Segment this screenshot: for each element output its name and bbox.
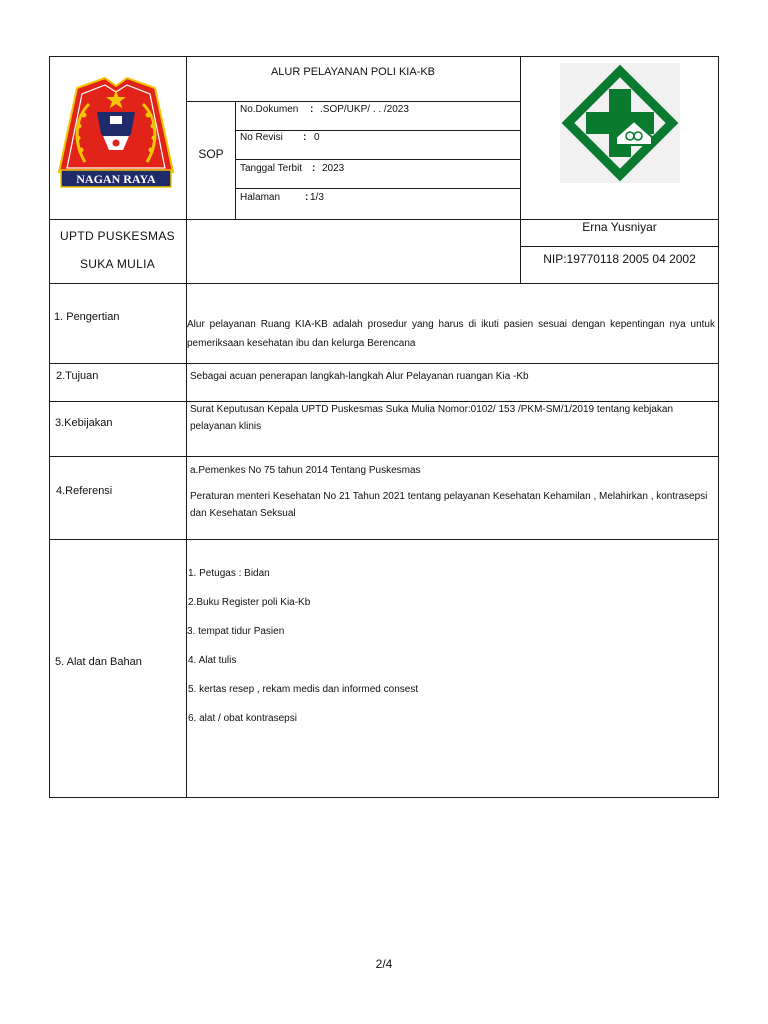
- field-label-tanggal-terbit: Tanggal Terbit: [240, 163, 303, 174]
- org-name-line2: SUKA MULIA: [79, 257, 156, 271]
- org-name-line1: UPTD PUSKESMAS: [60, 229, 175, 243]
- field-label-halaman: Halaman: [240, 192, 281, 203]
- logo-caption: NAGAN RAYA: [76, 172, 156, 186]
- section-label-referensi: 4.Referensi: [56, 485, 113, 497]
- alat-item-2: 2.Buku Register poli Kia-Kb: [188, 597, 311, 608]
- signer-name: Erna Yusniyar: [582, 220, 657, 234]
- referensi-item-1: a.Pemenkes No 75 tahun 2014 Tentang Puskesmas: [190, 465, 421, 476]
- alat-item-4: 4. Alat tulis: [188, 655, 237, 666]
- referensi-item-2: Peraturan menteri Kesehatan No 21 Tahun 2021 tentang pelayanan Kesehatan Kehamilan , Melahirkan , kontrasepsi dan Kesehatan Seksual: [190, 491, 708, 519]
- puskesmas-logo: [560, 63, 680, 183]
- field-sep-no-revisi: :: [303, 132, 307, 143]
- section-text-kebijakan: Surat Keputusan Kepala UPTD Puskesmas Suka Mulia Nomor:0102/ 153 /PKM-SM/1/2019 tentang kebjakan pelayanan klinis: [190, 404, 674, 432]
- alat-item-3: 3. tempat tidur Pasien: [187, 626, 285, 637]
- alat-item-6: 6. alat / obat kontrasepsi: [188, 713, 297, 724]
- field-value-tanggal-terbit: 2023: [322, 163, 345, 174]
- field-value-no-dokumen: .SOP/UKP/ . . /2023: [320, 104, 409, 115]
- section-label-alat-bahan: 5. Alat dan Bahan: [55, 656, 142, 668]
- alat-item-5: 5. kertas resep , rekam medis dan informed consest: [188, 684, 419, 695]
- signer-nip: NIP:19770118 2005 04 2002: [543, 252, 696, 266]
- field-value-halaman: 1/3: [310, 192, 324, 203]
- section-text-pengertian: Alur pelayanan Ruang KIA-KB adalah prosedur yang harus di ikuti pasien sesuai dengan kepentingan nya untuk pemeriksaan kesehatan ibu dan kelurga Berencana: [187, 319, 715, 349]
- section-text-tujuan: Sebagai acuan penerapan langkah-langkah Alur Pelayanan ruangan Kia -Kb: [190, 371, 529, 382]
- sop-label: SOP: [198, 147, 224, 161]
- document-title: ALUR PELAYANAN POLI KIA-KB: [270, 66, 436, 78]
- field-sep-tanggal-terbit: :: [312, 163, 316, 174]
- section-label-kebijakan: 3.Kebijakan: [55, 417, 113, 429]
- field-sep-halaman: :: [305, 192, 309, 203]
- alat-item-1: 1. Petugas : Bidan: [188, 568, 270, 579]
- section-label-tujuan: 2.Tujuan: [56, 370, 99, 382]
- page-number: 2/4: [375, 957, 393, 971]
- field-label-no-revisi: No Revisi: [240, 132, 283, 143]
- nagan-raya-logo: [55, 72, 177, 190]
- field-sep-no-dokumen: :: [310, 104, 314, 115]
- field-value-no-revisi: 0: [314, 132, 320, 143]
- field-label-no-dokumen: No.Dokumen: [240, 104, 299, 115]
- section-label-pengertian: 1. Pengertian: [54, 311, 120, 323]
